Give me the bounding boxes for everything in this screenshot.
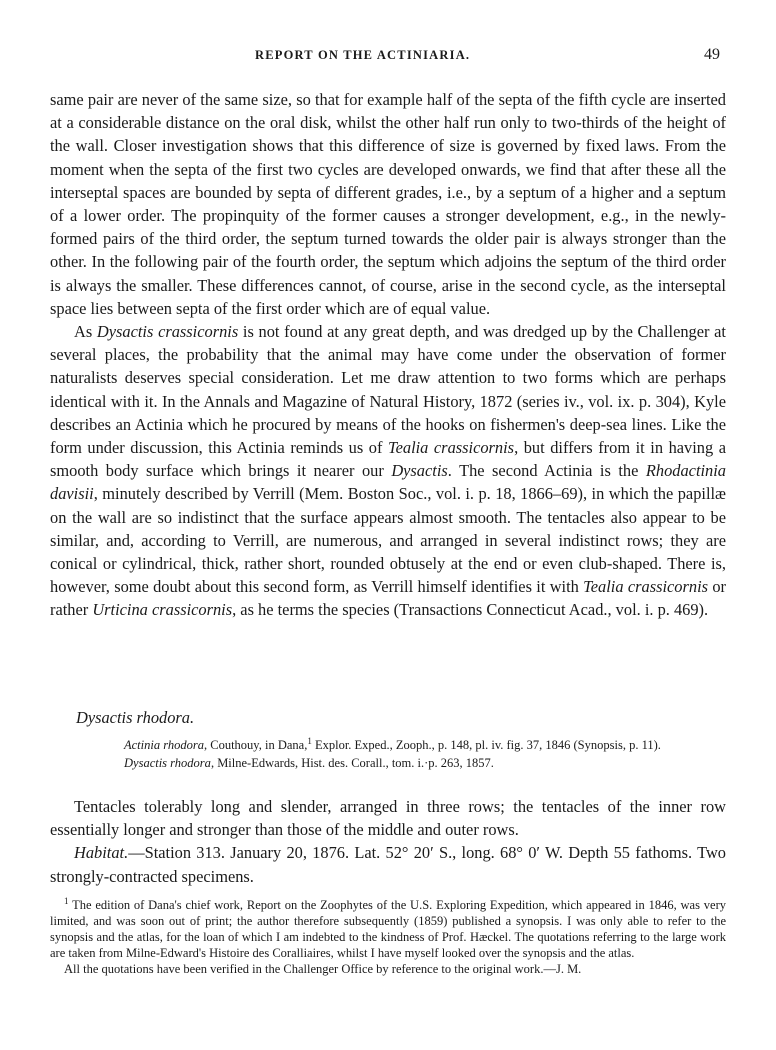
species-name: Tealia crassicornis [583,577,709,597]
species-name: Tealia crassicornis [387,438,515,458]
paragraph-septa: same pair are never of the same size, so that for example half of the septa of the fifth cycle are inserted at a considerable distance on the oral disk, whilst the other half run only to two-thirds of the height of the wall. Closer investigation shows that this difference of size is governed by fixed laws. From the moment when the septa of the first two cycles are developed onwards, we find that after these all the interseptal spaces are bounded by septa of different grades, i.e., by a septum of a higher and a septum of a lower order. The propinquity of the former causes a stronger development, e.g., in the newly-formed pairs of the third order, the septum turned towards the older pair is always stronger than the other. In the following pair of the fourth order, the septum which adjoins the septum of the third order is always the smaller. These differences cannot, of course, arise in the second cycle, as the interseptal space lies between septa of the first order which are of equal value. [50,90,726,318]
main-text [50,88,726,622]
synonymy-list [124,733,726,773]
footnote-mark: 1 [307,736,312,746]
species-description [50,795,726,888]
footnotes [50,893,726,977]
paragraph-habitat: Habitat.—Station 313. January 20, 1876. Lat. 52° 20′ S., long. 68° 0′ W. Depth 55 fathoms. Two strongly-contracted specimens. [50,843,726,886]
species-name: Rhodactinia davisii [50,461,726,504]
synonym-entry: Dysactis rhodora, Milne-Edwards, Hist. des. Corall., tom. i.·p. 263, 1857. [124,756,494,771]
paragraph-tentacles: Tentacles tolerably long and slender, arranged in three rows; the tentacles of the inner row essentially longer and stronger than those of the middle and outer rows. [50,797,726,840]
species-name: Dysactis crassicornis [96,322,239,342]
page-number: 49 [704,46,720,63]
paragraph-dysactis-history: As Dysactis crassicornis is not found at any great depth, and was dredged up by the Challenger at several places, the probability that the animal may have come under the observation of former naturalists deserves special consideration. Let me draw attention to two forms which are perhaps identical with it. In the Annals and Magazine of Natural History, 1872 (series iv., vol. ix. p. 304), Kyle describes an Actinia which he procured by means of the hooks on fishermen's deep-sea lines. Like the form under discussion, this Actinia reminds us of Tealia crassicornis, but differs from it in having a smooth body surface which brings it nearer our Dysactis. The second Actinia is the Rhodactinia davisii, minutely described by Verrill (Mem. Boston Soc., vol. i. p. 18, 1866–69), in which the papillæ on the wall are so indistinct that the surface appears almost smooth. The tentacles also appear to be similar, and, according to Verrill, are numerous, and arranged in several indistinct rows; they are conical or cylindrical, thick, rather short, rounded obtusely at the end or even club-shaped. There is, however, some doubt about this second form, as Verrill himself identifies it with Tealia crassicornis or rather Urticina crassicornis, as he terms the species (Transactions Connecticut Acad., vol. i. p. 469). [50,322,726,620]
habitat-label: Habitat. [74,843,129,863]
species-name: Dysactis [391,461,448,481]
species-heading: Dysactis rhodora. [76,708,195,727]
synonym-entry: Actinia rhodora, Couthouy, in Dana,$^1$ Explor. Exped., Zooph., p. 148, pl. iv. fig. 37, 1846 (Synopsis, p. 11). [124,736,661,753]
footnote-mark: 1 [64,896,69,906]
running-head: REPORT ON THE ACTINIARIA. [255,48,471,62]
footnote-2: All the quotations have been verified in the Challenger Office by reference to the original work.—J. M. [64,962,582,977]
species-name: Urticina crassicornis [92,600,233,620]
footnote-1: $^1$ The edition of Dana's chief work, Report on the Zoophytes of the U.S. Exploring Expedition, which appeared in 1846, was very limited, and was soon out of print; the author therefore subsequently (1859) published a synopsis. I was only able to refer to the synopsis and the atlas, for the loan of which I am indebted to the kindness of Prof. Hæckel. The quotations referring to the large work are taken from Milne-Edward's Histoire des Coralliaires, whilst I have myself looked over the synopsis and the atlas. [50,896,726,961]
